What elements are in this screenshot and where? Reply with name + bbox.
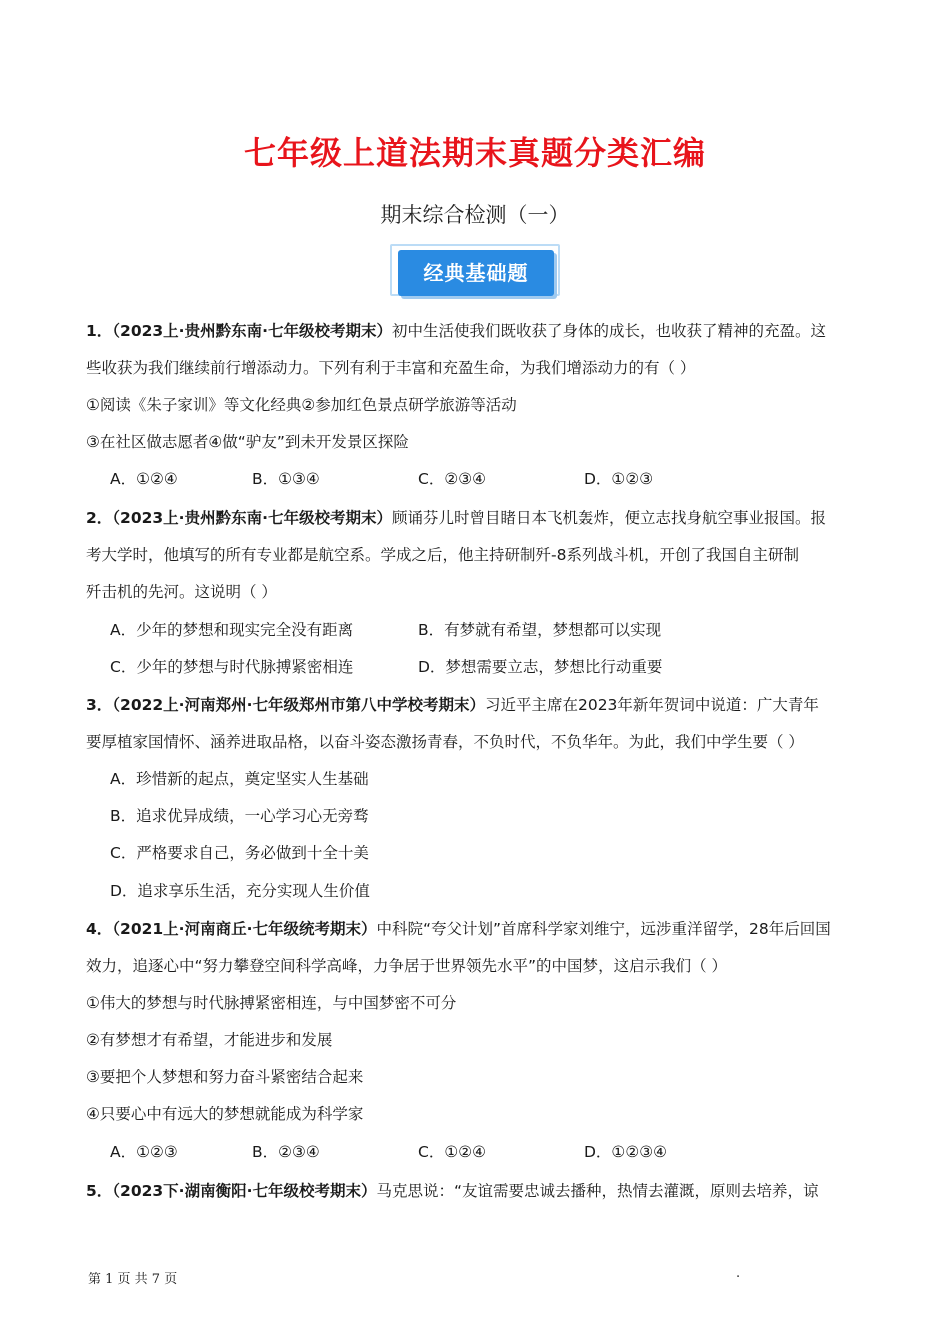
option-d: D．梦想需要立志，梦想比行动重要 — [418, 658, 663, 676]
question-line: ④只要心中有远大的梦想就能成为科学家 — [86, 1105, 364, 1123]
question-line: 要厚植家国情怀、涵养进取品格，以奋斗姿态激扬青春，不负时代，不负华年。为此，我们中学生要（ ） — [86, 733, 804, 751]
option-b: B．②③④ — [252, 1143, 320, 1161]
question-number: 1． — [86, 322, 113, 340]
page-number: 第 1 页 共 7 页 — [88, 1272, 178, 1287]
sub-title: 期末综合检测（一） — [380, 203, 570, 227]
question-line: ①伟大的梦想与时代脉搏紧密相连，与中国梦密不可分 — [86, 994, 457, 1012]
option-a: A．少年的梦想和现实完全没有距离 — [110, 621, 354, 639]
option-c: C．少年的梦想与时代脉搏紧密相连 — [110, 658, 354, 676]
question-number: 2． — [86, 509, 113, 527]
option-c: C．严格要求自己，务必做到十全十美 — [110, 844, 369, 862]
question-source: （2022上·河南郑州·七年级郑州市第八中学校考期末） — [112, 696, 485, 714]
question-text: 习近平主席在2023年新年贺词中说道：广大青年 — [484, 696, 819, 714]
option-c: C．①②④ — [418, 1143, 487, 1161]
question-line: 歼击机的先河。这说明（ ） — [86, 583, 277, 601]
option-d: D．追求享乐生活，充分实现人生价值 — [110, 882, 370, 900]
option-b: B．追求优异成绩，一心学习心无旁骛 — [110, 807, 369, 825]
question-number: 5． — [86, 1182, 113, 1200]
option-a: A．珍惜新的起点，奠定坚实人生基础 — [110, 770, 369, 788]
question-source: （2021上·河南商丘·七年级统考期末） — [112, 920, 377, 938]
question-text: 顾诵芬儿时曾目睹日本飞机轰炸，便立志找身航空事业报国。报 — [391, 509, 826, 527]
question-source: （2023上·贵州黔东南·七年级校考期末） — [112, 509, 392, 527]
question-line: ①阅读《朱子家训》等文化经典②参加红色景点研学旅游等活动 — [86, 396, 517, 414]
section-badge — [390, 244, 562, 300]
question-line: ③在社区做志愿者④做“驴友”到未开发景区探险 — [86, 433, 409, 451]
question-1-head — [86, 320, 876, 342]
option-d: D．①②③ — [584, 470, 654, 488]
question-text: 马克思说：“友谊需要忠诚去播种，热情去灌溉，原则去培养，谅 — [376, 1182, 819, 1200]
question-4-head — [86, 918, 876, 940]
question-line: 效力，追逐心中“努力攀登空间科学高峰，力争居于世界领先水平”的中国梦，这启示我们（ ） — [86, 957, 727, 975]
option-a: A．①②④ — [110, 470, 178, 488]
option-b: B．①③④ — [252, 470, 320, 488]
question-line: 些收获为我们继续前行增添动力。下列有利于丰富和充盈生命，为我们增添动力的有（ ） — [86, 359, 696, 377]
question-text: 中科院“夸父计划”首席科学家刘维宁，远涉重洋留学，28年后回国 — [376, 920, 831, 938]
badge-label: 经典基础题 — [398, 250, 554, 296]
main-title: 七年级上道法期末真题分类汇编 — [243, 134, 706, 172]
question-text: 初中生活使我们既收获了身体的成长，也收获了精神的充盈。这 — [391, 322, 826, 340]
question-line: ③要把个人梦想和努力奋斗紧密结合起来 — [86, 1068, 364, 1086]
question-number: 3． — [86, 696, 113, 714]
question-5-head — [86, 1180, 876, 1202]
option-a: A．①②③ — [110, 1143, 178, 1161]
option-c: C．②③④ — [418, 470, 487, 488]
footer-dot: . — [736, 1266, 741, 1281]
question-source: （2023上·贵州黔东南·七年级校考期末） — [112, 322, 392, 340]
question-line: 考大学时，他填写的所有专业都是航空系。学成之后，他主持研制歼-8系列战斗机，开创了我国自主研制 — [86, 546, 799, 564]
question-line: ②有梦想才有希望，才能进步和发展 — [86, 1031, 333, 1049]
question-2-head — [86, 507, 876, 529]
option-d: D．①②③④ — [584, 1143, 668, 1161]
question-source: （2023下·湖南衡阳·七年级校考期末） — [112, 1182, 377, 1200]
question-number: 4． — [86, 920, 113, 938]
option-b: B．有梦就有希望，梦想都可以实现 — [418, 621, 662, 639]
question-3-head — [86, 694, 876, 716]
